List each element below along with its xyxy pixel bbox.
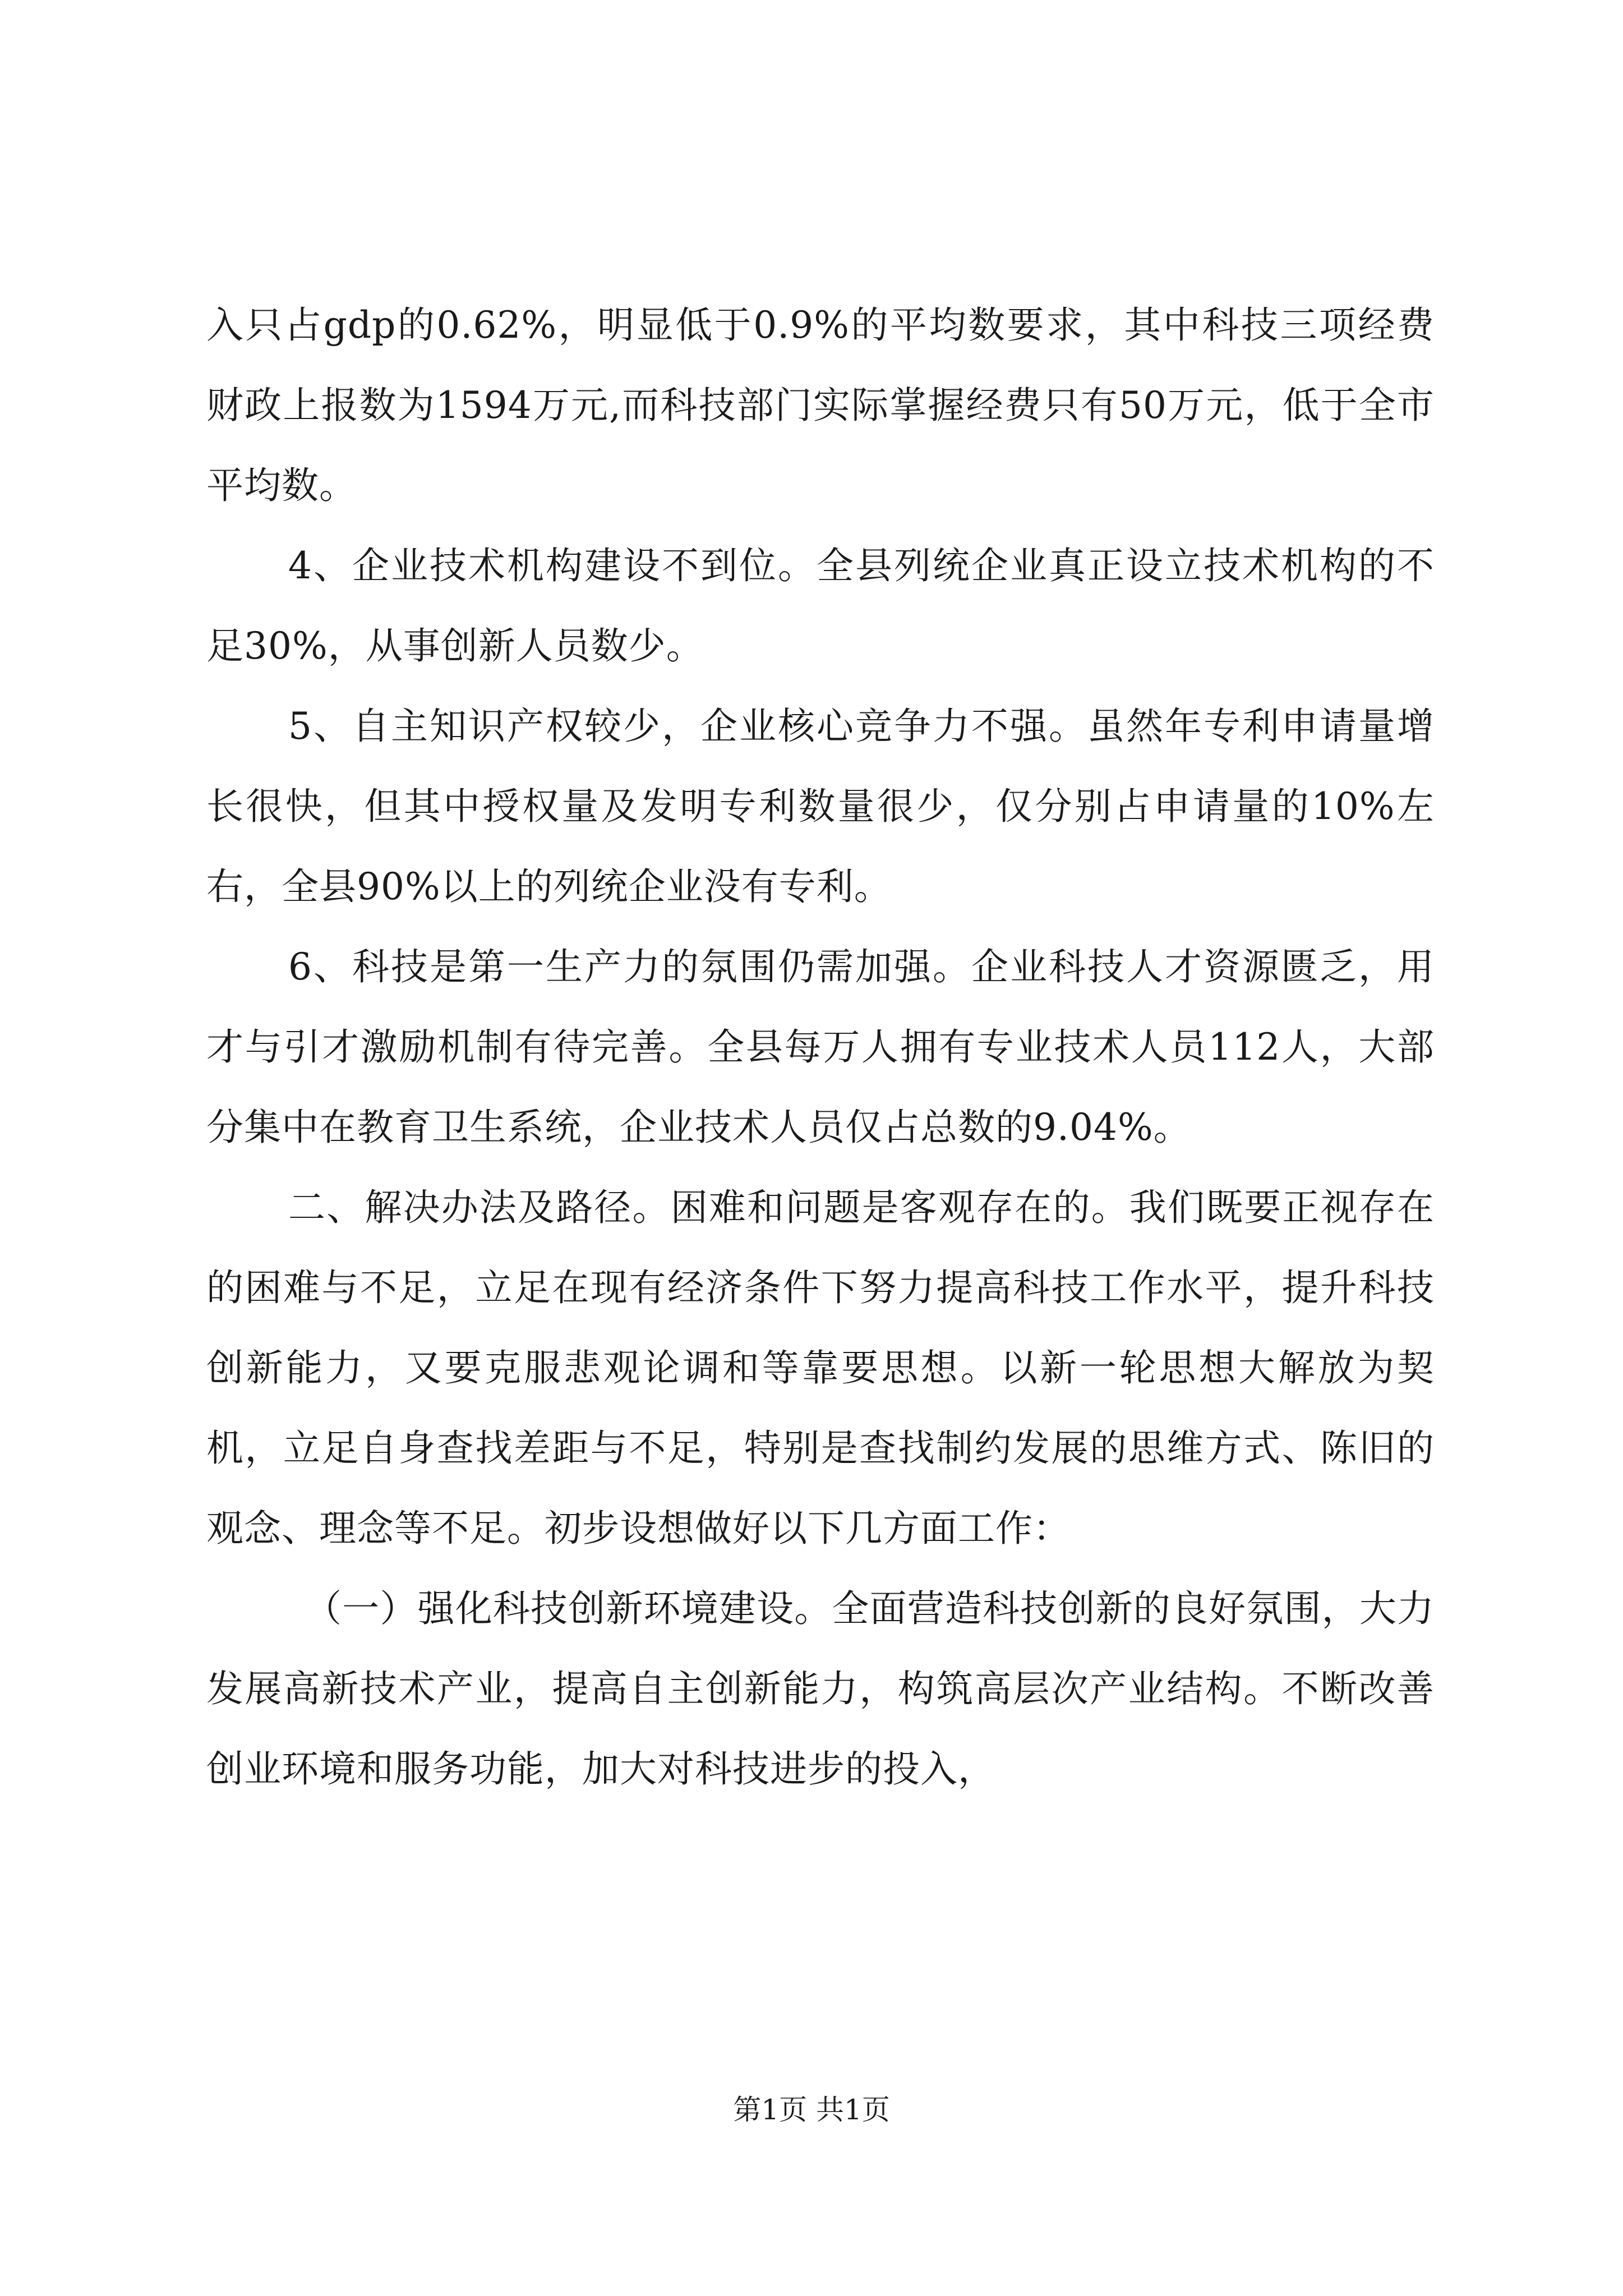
paragraph-section-2: 二、解决办法及路径。困难和问题是客观存在的。我们既要正视存在的困难与不足，立足在现有经济条件下努力提高科技工作水平，提升科技创新能力，又要克服悲观论调和等靠要思想。以新一轮思想大解放为契机，立足自身查找差距与不足，特别是查找制约发展的思维方式、陈旧的观念、理念等不足。初步设想做好以下几方面工作： [206,1186,1435,1550]
document-body [206,285,1435,1809]
paragraph-item-5: 5、自主知识产权较少，企业核心竞争力不强。虽然年专利申请量增长很快，但其中授权量及发明专利数量很少，仅分别占申请量的10%左右，全县90%以上的列统企业没有专利。 [206,705,1435,908]
paragraph-item-4: 4、企业技术机构建设不到位。全县列统企业真正设立技术机构的不足30%，从事创新人员数少。 [206,544,1435,668]
paragraph-subsection-1: （一）强化科技创新环境建设。全面营造科技创新的良好氛围，大力发展高新技术产业，提高自主创新能力，构筑高层次产业结构。不断改善创业环境和服务功能，加大对科技进步的投入， [206,1587,1435,1791]
page-footer: 第1页 共1页 [733,2093,890,2126]
paragraph-continuation: 入只占gdp的0.62%，明显低于0.9%的平均数要求，其中科技三项经费财政上报数为1594万元,而科技部门实际掌握经费只有50万元，低于全市平均数。 [206,303,1435,507]
paragraph-item-6: 6、科技是第一生产力的氛围仍需加强。企业科技人才资源匮乏，用才与引才激励机制有待完善。全县每万人拥有专业技术人员112人，大部分集中在教育卫生系统，企业技术人员仅占总数的9.04%。 [206,945,1435,1149]
